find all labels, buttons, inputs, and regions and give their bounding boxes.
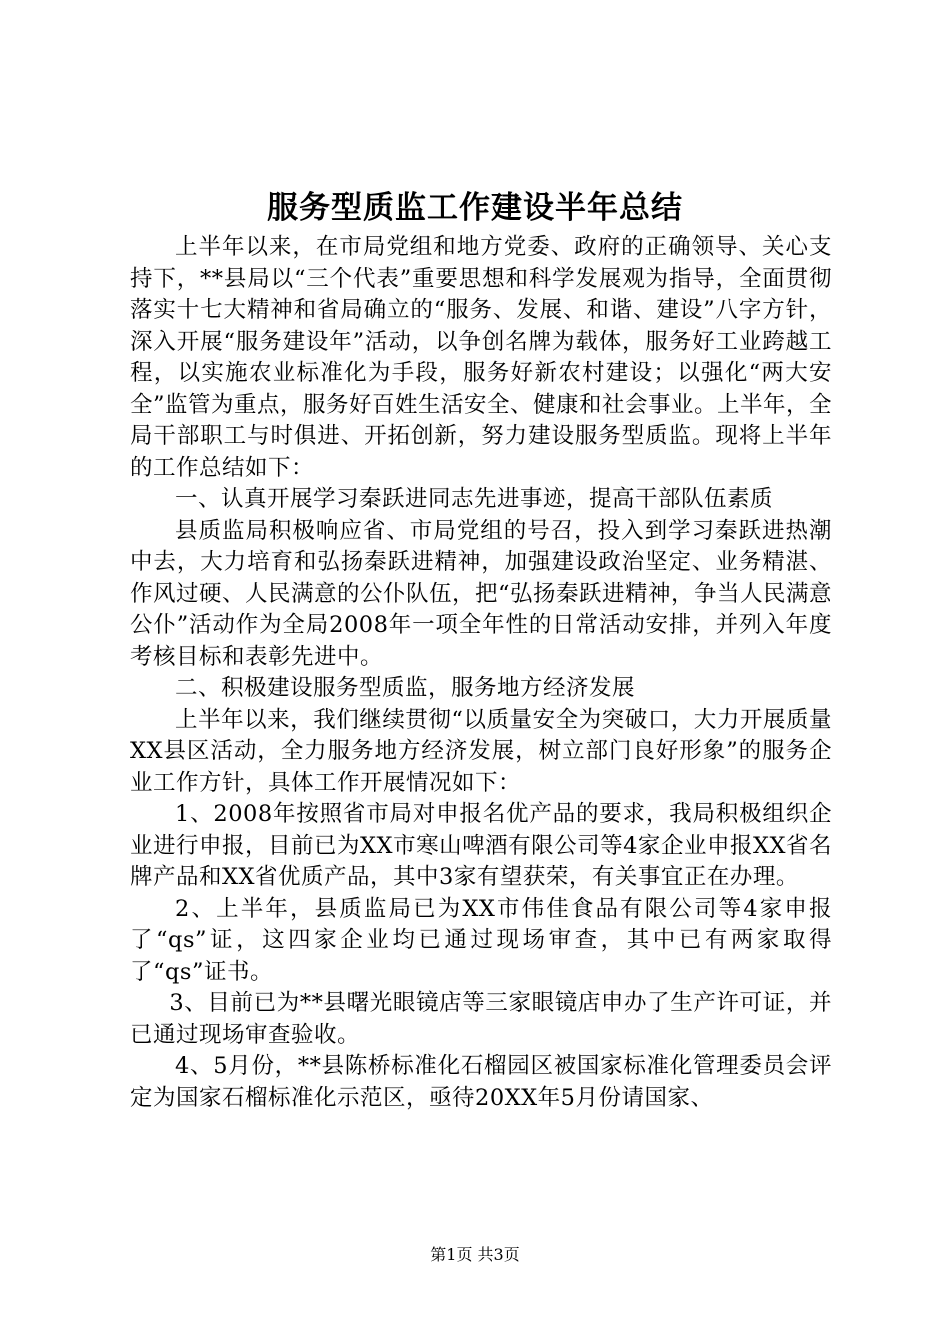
list-item-4: 4、5月份，**县陈桥标准化石榴园区被国家标准化管理委员会评定为国家石榴标准化示范区，亟待20XX年5月份请国家、	[130, 1053, 832, 1111]
document-title: 服务型质监工作建设半年总结	[267, 190, 683, 226]
list-item-3: 3、目前已为**县曙光眼镜店等三家眼镜店申办了生产许可证，并已通过现场审查验收。	[130, 990, 832, 1048]
paragraph-intro: 上半年以来，在市局党组和地方党委、政府的正确领导、关心支持下，**县局以“三个代表”重要思想和科学发展观为指导，全面贯彻落实十七大精神和省局确立的“服务、发展、和谐、建设”八字方针，深入开展“服务建设年”活动，以争创名牌为载体，服务好工业跨越工程，以实施农业标准化为手段，服务好新农村建设；以强化“两大安全”监管为重点，服务好百姓生活安全、健康和社会事业。上半年，全局干部职工与时俱进、开拓创新，努力建设服务型质监。现将上半年的工作总结如下：	[130, 234, 833, 481]
list-item-1: 1、2008年按照省市局对申报名优产品的要求，我局积极组织企业进行申报，目前已为XX市寒山啤酒有限公司等4家企业申报XX省名牌产品和XX省优质产品，其中3家有望获荣，有关事宜正在办理。	[130, 801, 832, 890]
paragraph-section-2: 上半年以来，我们继续贯彻“以质量安全为突破口，大力开展质量XX县区活动，全力服务地方经济发展，树立部门良好形象”的服务企业工作方针，具体工作开展情况如下：	[130, 706, 832, 796]
paragraph-section-1: 县质监局积极响应省、市局党组的号召，投入到学习秦跃进热潮中去，大力培育和弘扬秦跃进精神，加强建设政治坚定、业务精湛、作风过硬、人民满意的公仆队伍，把“弘扬秦跃进精神，争当人民满意公仆”活动作为全局2008年一项全年性的日常活动安排，并列入年度考核目标和表彰先进中。	[130, 517, 833, 670]
document-body	[130, 232, 832, 1114]
page-footer: 第1页 共3页	[430, 1245, 520, 1264]
list-item-2: 2、上半年，县质监局已为XX市伟佳食品有限公司等4家申报了“qs”证，这四家企业均已通过现场审查，其中已有两家取得了“qs”证书。	[130, 895, 832, 985]
section-heading-2: 二、积极建设服务型质监，服务地方经济发展	[175, 675, 636, 701]
section-heading-1: 一、认真开展学习秦跃进同志先进事迹，提高干部队伍素质	[175, 486, 774, 512]
